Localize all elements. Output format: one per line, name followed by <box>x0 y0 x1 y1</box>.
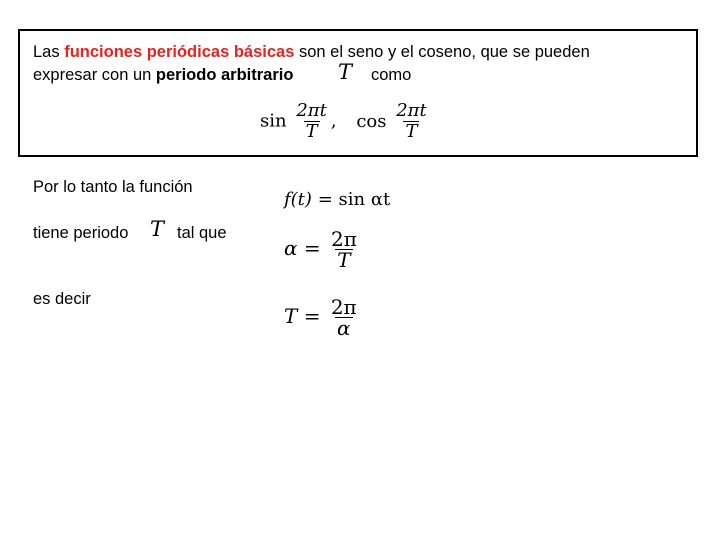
eq-T-lhs: T <box>284 304 298 328</box>
cos-numerator: 2πt <box>396 100 427 121</box>
eq-alpha-numerator: 2π <box>331 227 357 251</box>
sin-numerator: 2πt <box>296 100 327 121</box>
intro-line-2 <box>33 65 293 85</box>
eq-T-equals: = <box>303 304 321 328</box>
eq-f-lhs: f(t) <box>284 189 312 210</box>
eq-alpha-equals: = <box>303 236 321 260</box>
formula-separator: , <box>330 110 337 132</box>
equation-f <box>284 189 390 210</box>
eq-T-denominator: α <box>337 316 351 340</box>
equation-alpha <box>284 229 361 270</box>
sin-denominator: T <box>305 121 318 142</box>
eq-f-equals: = <box>317 189 333 210</box>
section-line-2-start: tiene periodo <box>33 224 129 242</box>
intro-symbol-T: T <box>338 60 353 84</box>
intro-line2-start: expresar con un <box>33 66 152 84</box>
section-line-1: Por lo tanto la función <box>33 178 193 196</box>
section-line-2-end: tal que <box>177 224 227 242</box>
cos-label: cos <box>356 110 387 132</box>
cos-fraction <box>394 101 429 142</box>
intro-line-1 <box>33 42 590 62</box>
intro-text-start: Las <box>33 43 60 61</box>
eq-alpha-lhs: α <box>284 236 298 260</box>
eq-alpha-denominator: T <box>337 248 351 272</box>
sin-label: sin <box>260 110 287 132</box>
section-line-3: es decir <box>33 290 91 308</box>
intro-line2-end: como <box>371 66 412 84</box>
sin-fraction <box>294 101 329 142</box>
intro-text-end: son el seno y el coseno, que se pueden <box>298 43 590 61</box>
eq-alpha-fraction <box>329 229 359 270</box>
equation-T <box>284 297 361 338</box>
section-symbol-T: T <box>150 217 165 241</box>
box-formula <box>260 101 431 142</box>
intro-highlight: funciones periódicas básicas <box>64 43 295 61</box>
cos-denominator: T <box>405 121 418 142</box>
intro-bold-term: periodo arbitrario <box>155 66 294 84</box>
eq-T-fraction <box>329 297 359 338</box>
eq-f-rhs: sin αt <box>338 189 391 210</box>
eq-T-numerator: 2π <box>330 295 357 319</box>
